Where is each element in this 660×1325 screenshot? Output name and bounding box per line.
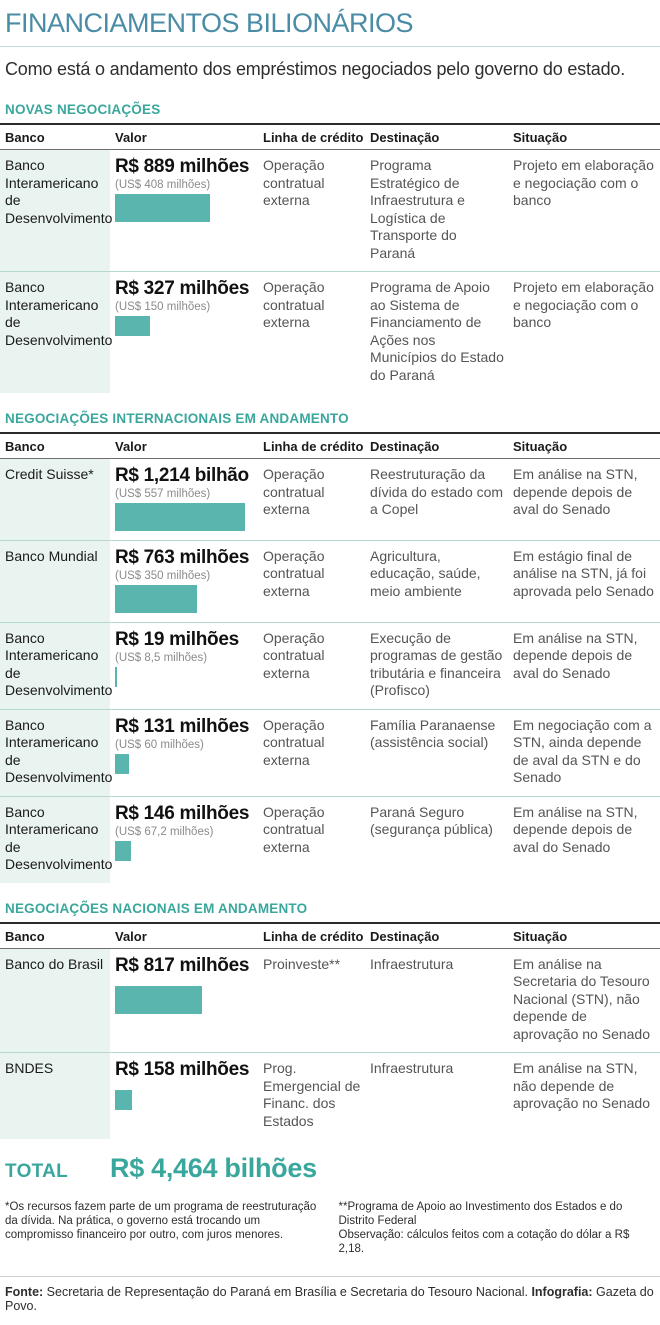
value-cell <box>110 1053 258 1139</box>
footnotes <box>0 1200 660 1256</box>
status: Em análise na STN, depende depois de aval do Senado <box>513 803 638 855</box>
page-title: FINANCIAMENTOS BILIONÁRIOS <box>0 6 660 47</box>
col-header-linha: Linha de crédito <box>263 928 364 944</box>
value-usd: (US$ 60 milhões) <box>115 738 204 751</box>
value-bar <box>115 503 245 531</box>
value-brl: R$ 19 milhões <box>115 628 239 650</box>
table-header <box>0 123 660 150</box>
table-row <box>0 272 660 393</box>
value-bar <box>115 585 197 613</box>
destination: Infraestrutura <box>370 1060 454 1077</box>
destination: Programa de Apoio ao Sistema de Financiamento de Ações nos Municípios do Estado do Paraná <box>370 279 504 383</box>
credit-line: Operação contratual externa <box>263 547 325 599</box>
credit-line: Operação contratual externa <box>263 629 325 681</box>
value-usd <box>115 1082 254 1087</box>
value-bar <box>115 986 202 1014</box>
table-row <box>0 623 660 710</box>
col-header-valor: Valor <box>115 130 147 145</box>
value-usd <box>115 978 254 983</box>
col-header-linha: Linha de crédito <box>263 130 364 145</box>
footnote-asterisk: *Os recursos fazem parte de um programa de reestruturação da dívida. Na prática, o governo está trocando um compromisso financeiro por outro, com juros menores. <box>5 1201 317 1242</box>
destination: Execução de programas de gestão tributária e financeira (Profisco) <box>370 629 503 699</box>
value-brl: R$ 817 milhões <box>115 954 250 976</box>
table-row <box>0 541 660 623</box>
credit-line: Prog. Emergencial de Financ. dos Estados <box>263 1060 361 1129</box>
status: Em análise na STN, não depende de aprovação no Senado <box>513 1060 650 1112</box>
credit-line: Operação contratual externa <box>263 279 325 330</box>
source-infografia-label: Infografia: <box>531 1285 593 1300</box>
value-cell <box>110 710 258 796</box>
bank-name: Credit Suisse* <box>0 459 110 540</box>
destination: Programa Estratégico de Infraestrutura e Logística de Transporte do Paraná <box>370 157 465 261</box>
bank-name: Banco Interamericano de Desenvolvimento <box>0 623 110 709</box>
table-row <box>0 710 660 797</box>
table-row <box>0 949 660 1054</box>
value-usd: (US$ 67,2 milhões) <box>115 825 214 838</box>
col-header-destinacao: Destinação <box>370 130 440 145</box>
source-fonte-text: Secretaria de Representação do Paraná em Brasília e Secretaria do Tesouro Nacional. <box>43 1285 532 1300</box>
credit-line: Operação contratual externa <box>263 466 325 517</box>
value-bar <box>115 194 210 222</box>
bank-name: Banco Interamericano de Desenvolvimento <box>0 272 110 393</box>
bank-name: Banco Interamericano de Desenvolvimento <box>0 710 110 796</box>
col-header-banco: Banco <box>5 130 45 145</box>
footnote-left <box>5 1200 325 1256</box>
value-usd: (US$ 408 milhões) <box>115 178 211 191</box>
total-row <box>0 1153 660 1184</box>
value-cell <box>110 541 258 622</box>
value-usd: (US$ 557 milhões) <box>115 487 211 500</box>
table-row <box>0 150 660 272</box>
col-header-destinacao: Destinação <box>370 928 440 944</box>
value-brl: R$ 158 milhões <box>115 1059 250 1081</box>
status: Em estágio final de análise na STN, já foi aprovada pelo Senado <box>513 547 654 599</box>
footnote-observation: Observação: cálculos feitos com a cotação do dólar a R$ 2,18. <box>338 1229 630 1256</box>
status: Em análise na STN, depende depois de aval do Senado <box>513 629 638 681</box>
destination: Reestruturação da dívida do estado com a Copel <box>370 466 504 517</box>
col-header-situacao: Situação <box>513 928 568 944</box>
footnote-double-asterisk: **Programa de Apoio ao Investimento dos Estados e do Distrito Federal <box>338 1201 623 1228</box>
value-cell <box>110 272 258 393</box>
col-header-situacao: Situação <box>513 439 568 454</box>
status: Projeto em elaboração e negociação com o banco <box>513 279 654 330</box>
table-header <box>0 432 660 459</box>
destination: Infraestrutura <box>370 955 454 972</box>
bank-name: Banco Interamericano de Desenvolvimento <box>0 797 110 883</box>
value-cell <box>110 797 258 883</box>
value-cell <box>110 623 258 709</box>
destination: Família Paranaense (assistência social) <box>370 716 496 751</box>
value-brl: R$ 327 milhões <box>115 278 250 299</box>
source-fonte-label: Fonte: <box>5 1285 44 1300</box>
table-row <box>0 459 660 541</box>
col-header-situacao: Situação <box>513 130 568 145</box>
col-header-banco: Banco <box>5 928 45 944</box>
col-header-valor: Valor <box>115 928 147 944</box>
section-internacionais <box>0 411 660 883</box>
value-brl: R$ 889 milhões <box>115 156 250 177</box>
value-usd: (US$ 150 milhões) <box>115 300 211 313</box>
section-title: NOVAS NEGOCIAÇÕES <box>5 102 161 117</box>
footnote-right <box>339 1200 659 1256</box>
bank-name: Banco Interamericano de Desenvolvimento <box>0 150 110 271</box>
section-nacionais <box>0 901 660 1140</box>
value-brl: R$ 131 milhões <box>115 715 250 737</box>
bank-name: Banco do Brasil <box>0 949 110 1053</box>
status: Em negociação com a STN, ainda depende de aval da STN e do Senado <box>513 716 652 786</box>
bank-name: Banco Mundial <box>0 541 110 622</box>
col-header-banco: Banco <box>5 439 45 454</box>
credit-line: Operação contratual externa <box>263 157 325 208</box>
col-header-valor: Valor <box>115 439 147 454</box>
value-bar <box>115 1090 132 1110</box>
value-bar <box>115 754 129 774</box>
value-usd: (US$ 8,5 milhões) <box>115 651 208 664</box>
total-value: R$ 4,464 bilhões <box>110 1153 317 1184</box>
section-title: NEGOCIAÇÕES INTERNACIONAIS EM ANDAMENTO <box>5 411 349 426</box>
value-brl: R$ 146 milhões <box>115 802 250 824</box>
credit-line: Operação contratual externa <box>263 803 325 855</box>
status: Em análise na Secretaria do Tesouro Nacional (STN), não depende de aprovação no Senado <box>513 955 650 1042</box>
value-cell <box>110 949 258 1053</box>
credit-line: Operação contratual externa <box>263 716 325 768</box>
value-brl: R$ 763 milhões <box>115 546 250 568</box>
source-infografia-text: Gazeta do Povo. <box>5 1285 654 1314</box>
value-cell <box>110 459 258 540</box>
col-header-destinacao: Destinação <box>370 439 440 454</box>
value-brl: R$ 1,214 bilhão <box>115 465 249 486</box>
destination: Agricultura, educação, saúde, meio ambiente <box>370 547 481 599</box>
table-row <box>0 797 660 883</box>
status: Projeto em elaboração e negociação com o banco <box>513 157 654 208</box>
bank-name: BNDES <box>0 1053 110 1139</box>
section-title: NEGOCIAÇÕES NACIONAIS EM ANDAMENTO <box>5 900 308 916</box>
table-row <box>0 1053 660 1139</box>
source-line <box>0 1276 660 1315</box>
total-label: TOTAL <box>5 1161 69 1183</box>
value-bar <box>115 667 117 687</box>
col-header-linha: Linha de crédito <box>263 439 364 454</box>
status: Em análise na STN, depende depois de aval do Senado <box>513 466 638 517</box>
value-bar <box>115 316 150 336</box>
credit-line: Proinveste** <box>263 955 341 972</box>
section-novas-negociacoes <box>0 102 660 393</box>
destination: Paraná Seguro (segurança pública) <box>370 803 493 838</box>
value-cell <box>110 150 258 271</box>
table-header <box>0 922 660 949</box>
value-usd: (US$ 350 milhões) <box>115 569 211 582</box>
value-bar <box>115 841 131 861</box>
page-subtitle: Como está o andamento dos empréstimos negociados pelo governo do estado. <box>5 59 625 79</box>
